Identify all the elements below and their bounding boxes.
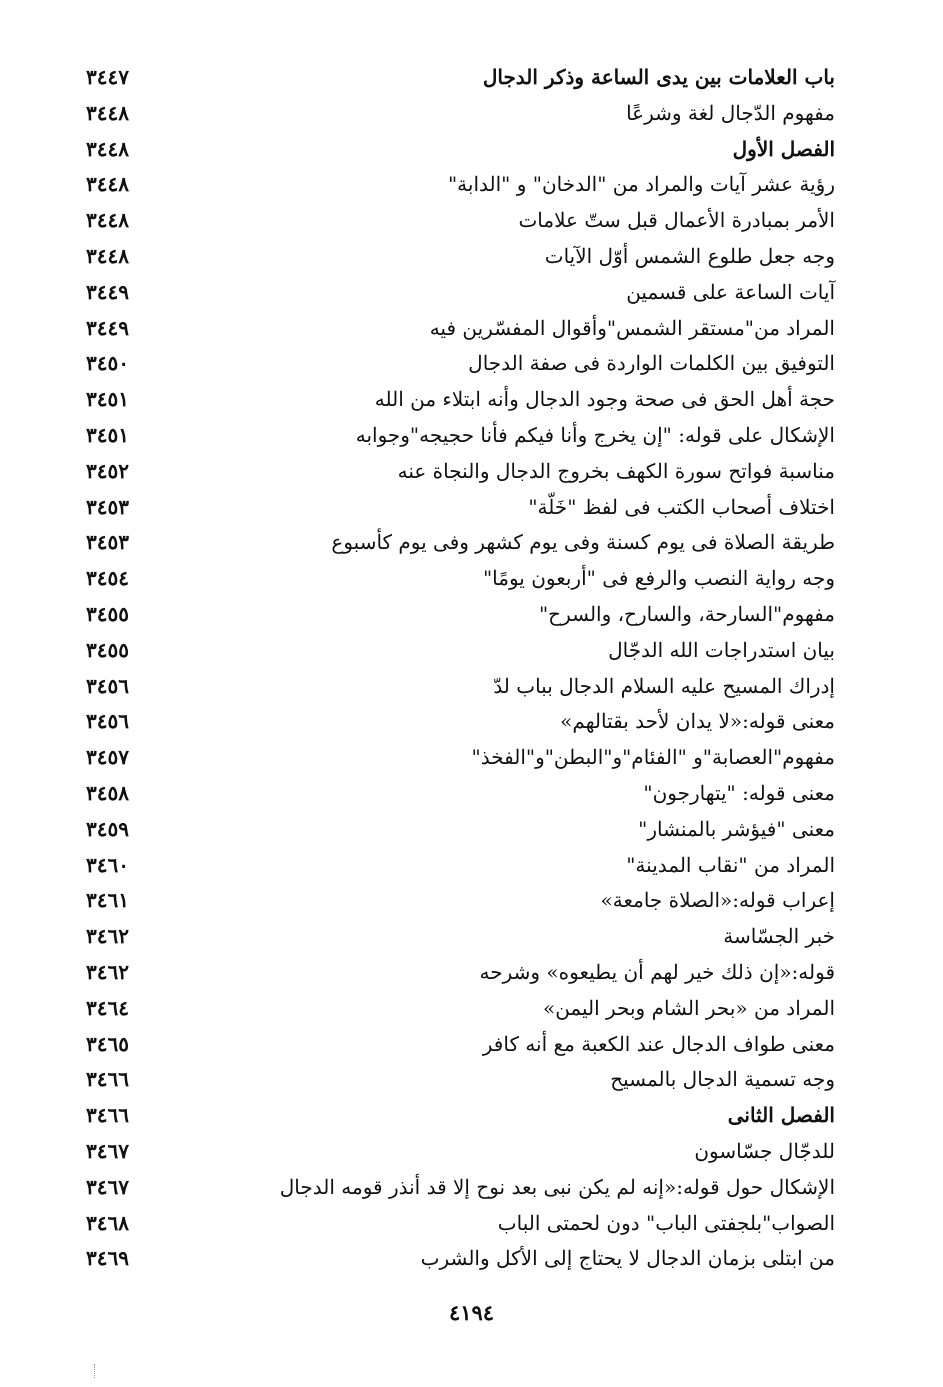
toc-entry [0,1170,943,1206]
toc-entry-title: إدراك المسيح عليه السلام الدجال بباب لدّ [493,673,835,698]
toc-entry-page: ٣٤٥٥ [86,601,129,626]
toc-entry-title: معنى قوله:«لا يدان لأحد بقتالهم» [560,709,835,734]
toc-entry-title: طريقة الصلاة فى يوم كسنة وفى يوم كشهر وفى يوم كأسبوع [331,530,835,555]
toc-entry [0,490,943,526]
toc-entry [0,883,943,919]
toc-entry-page: ٣٤٤٨ [86,136,129,161]
toc-entry-title: مفهوم الدّجال لغة وشرعًا [626,100,835,125]
toc-entry-title: معنى قوله: "يتهارجون" [643,780,835,805]
scan-mark [94,1364,97,1378]
toc-entry-page: ٣٤٦٦ [86,1103,129,1128]
toc-entry-page: ٣٤٤٨ [86,172,129,197]
toc-entry [0,167,943,203]
toc-entry-title: وجه جعل طلوع الشمس أوّل الآيات [544,243,835,268]
toc-entry-page: ٣٤٤٨ [86,208,129,233]
toc-entry-title: الأمر بمبادرة الأعمال قبل ستّ علامات [518,208,835,233]
toc-entry-title: وجه رواية النصب والرفع فى "أربعون يومًا" [482,566,835,591]
toc-entry [0,1098,943,1134]
toc-entry [0,1027,943,1063]
toc-entry [0,96,943,132]
toc-entry [0,740,943,776]
toc-entry [0,418,943,454]
toc-entry-title: اختلاف أصحاب الكتب فى لفظ "خَلّة" [528,494,835,519]
toc-section-heading: باب العلامات بين يدى الساعة وذكر الدجال [482,65,835,89]
toc-entry-title: المراد من"مستقر الشمس"وأقوال المفسّرين فيه [429,315,835,340]
toc-entry-page: ٣٤٦٩ [86,1246,129,1271]
toc-entry-title: آيات الساعة على قسمين [626,279,835,304]
toc-entry-title: رؤية عشر آيات والمراد من "الدخان" و "الدابة" [447,172,835,197]
toc-entry-page: ٣٤٦٠ [86,852,129,877]
toc-entry-page: ٣٤٦٥ [86,1031,129,1056]
toc-entry-page: ٣٤٥٧ [86,745,129,770]
toc-entry [0,633,943,669]
toc-entry-page: ٣٤٥٠ [86,351,129,376]
toc-entry-title: مناسبة فواتح سورة الكهف بخروج الدجال والنجاة عنه [397,458,835,483]
toc-entry-page: ٣٤٥٤ [86,566,129,591]
toc-entry-title: خبر الجسّاسة [723,924,835,949]
toc-entry [0,454,943,490]
page-number: ٤١٩٤ [448,1300,495,1325]
toc-entry-page: ٣٤٦٢ [86,924,129,949]
toc-entry-page: ٣٤٥٩ [86,816,129,841]
toc-entry-page: ٣٤٥٣ [86,530,129,555]
toc-entry-title: الإشكال على قوله: "إن يخرج وأنا فيكم فأنا حجيجه"وجوابه [355,422,835,447]
toc-entry-page: ٣٤٤٩ [86,315,129,340]
toc-entry-title: التوفيق بين الكلمات الواردة فى صفة الدجال [468,351,835,376]
toc-entry [0,1062,943,1098]
toc-entry-title: إعراب قوله:«الصلاة جامعة» [600,888,835,913]
toc-entry [0,704,943,740]
toc-entry-title: الصواب"بلجفتى الباب" دون لحمتى الباب [497,1210,835,1235]
toc-entry [0,275,943,311]
toc-entry [0,203,943,239]
toc-entry-title: المراد من "نقاب المدينة" [626,852,835,877]
toc-entry-page: ٣٤٦٦ [86,1067,129,1092]
toc-entry-page: ٣٤٦٤ [86,995,129,1020]
toc-entry-page: ٣٤٥١ [86,422,129,447]
toc-entry [0,955,943,991]
toc-entry [0,1134,943,1170]
toc-entry-page: ٣٤٤٧ [86,65,129,89]
toc-entry [0,1241,943,1277]
toc-entry [0,346,943,382]
toc-entry-page: ٣٤٦٢ [86,959,129,984]
toc-entry [0,60,943,96]
toc-entry-page: ٣٤٤٨ [86,243,129,268]
toc-entry-page: ٣٤٥٨ [86,780,129,805]
toc-entry-title: المراد من «بحر الشام وبحر اليمن» [542,995,835,1020]
toc-entry-title: معنى "فيؤشر بالمنشار" [638,816,835,841]
toc-entry-page: ٣٤٥٢ [86,458,129,483]
toc-entry-page: ٣٤٦٨ [86,1210,129,1235]
toc-entry [0,382,943,418]
toc-entry-page: ٣٤٥٣ [86,494,129,519]
toc-entry-page: ٣٤٥٦ [86,709,129,734]
toc-entry-title: قوله:«إن ذلك خير لهم أن يطيعوه» وشرحه [479,959,835,984]
toc-entry [0,776,943,812]
toc-entry [0,132,943,168]
toc-entry [0,991,943,1027]
toc-entry [0,669,943,705]
toc-entry [0,1206,943,1242]
table-of-contents [0,60,943,1277]
toc-entry-title: وجه تسمية الدجال بالمسيح [610,1067,835,1092]
toc-entry [0,919,943,955]
toc-entry-page: ٣٤٥٦ [86,673,129,698]
toc-entry [0,597,943,633]
toc-entry [0,239,943,275]
toc-section-heading: الفصل الأول [732,136,835,161]
toc-entry [0,812,943,848]
toc-entry-page: ٣٤٥١ [86,387,129,412]
toc-entry-title: مفهوم"العصابة"و "الفئام"و"البطن"و"الفخذ" [471,745,835,770]
toc-entry [0,561,943,597]
toc-entry-page: ٣٤٦١ [86,888,129,913]
toc-entry-title: بيان استدراجات الله الدجّال [608,637,835,662]
toc-entry [0,525,943,561]
toc-entry-page: ٣٤٥٥ [86,637,129,662]
toc-entry-title: مفهوم"السارحة، والسارح، والسرح" [538,601,835,626]
toc-entry-title: الإشكال حول قوله:«إنه لم يكن نبى بعد نوح إلا قد أنذر قومه الدجال [279,1174,835,1199]
toc-entry-title: حجة أهل الحق فى صحة وجود الدجال وأنه ابتلاء من الله [374,387,835,412]
toc-entry-page: ٣٤٤٨ [86,100,129,125]
toc-section-heading: الفصل الثانى [727,1103,835,1128]
toc-entry-title: معنى طواف الدجال عند الكعبة مع أنه كافر [482,1031,835,1056]
toc-entry-title: للدجّال جسّاسون [694,1138,835,1163]
toc-entry-page: ٣٤٦٧ [86,1138,129,1163]
toc-entry [0,848,943,884]
toc-entry-page: ٣٤٤٩ [86,279,129,304]
toc-entry-title: من ابتلى بزمان الدجال لا يحتاج إلى الأكل والشرب [420,1246,835,1271]
toc-entry [0,311,943,347]
toc-entry-page: ٣٤٦٧ [86,1174,129,1199]
